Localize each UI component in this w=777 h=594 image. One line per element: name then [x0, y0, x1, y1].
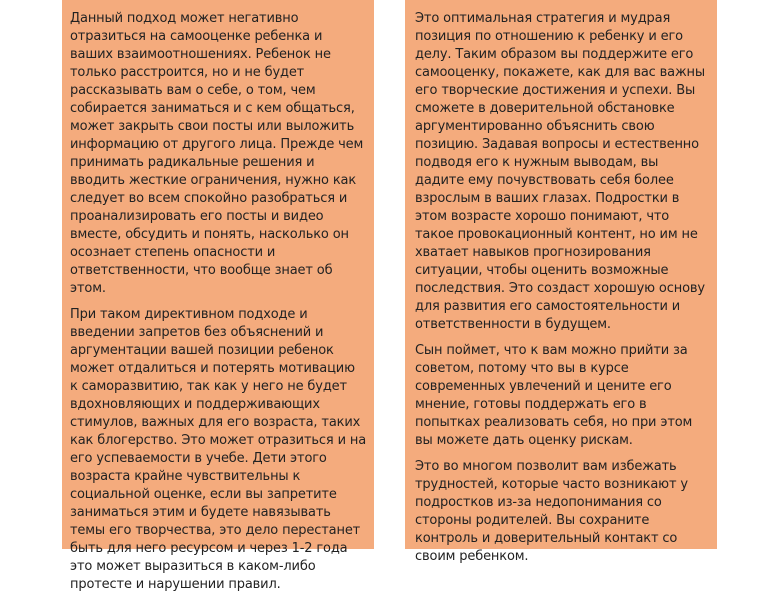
left-paragraph-2: При таком директивном подходе и введении запретов без объяснений и аргументации вашей позиции ребенок может отдалиться и потерять мотивацию к саморазвитию, так как у него не будет вдохновляющих и поддерживающих стимулов, важных для его возраста, таких как блогерство. Это может отразиться и на его успеваемости в учебе. Дети этого возраста крайне чувствительны к социальной оценке, если вы запретите заниматься этим и будете навязывать темы его творчества, это дело перестанет быть для него ресурсом и через 1-2 года это может выразиться в каком-либо протесте и нарушении правил.	[70, 307, 367, 592]
right-paragraph-1: Это оптимальная стратегия и мудрая позиция по отношению к ребенку и его делу. Таким образом вы поддержите его самооценку, покажете, как для вас важны его творческие достижения и успехи. Вы сможете в доверительной обстановке аргументированно объяснить свою позицию. Задавая вопросы и естественно подводя его к нужным выводам, вы дадите ему почувствовать себя более взрослым в ваших глазах. Подростки в этом возрасте хорошо понимают, что такое провокационный контент, но им не хватает навыков прогнозирования ситуации, чтобы оценить возможные последствия. Это создаст хорошую основу для развития его самостоятельности и ответственности в будущем.	[415, 11, 706, 332]
right-paragraph-2: Сын поймет, что к вам можно прийти за советом, потому что вы в курсе современных увлечений и цените его мнение, готовы поддержать его в попытках реализовать себя, но при этом вы можете дать оценку рискам.	[415, 343, 693, 448]
right-paragraph-3: Это во многом позволит вам избежать трудностей, которые часто возникают у подростков из-за недопонимания со стороны родителей. Вы сохраните контроль и доверительный контакт со своим ребенком.	[415, 459, 688, 564]
left-paragraph-1: Данный подход может негативно отразиться на самооценке ребенка и ваших взаимоотношениях. Ребенок не только расстроится, но и не будет рассказывать вам о себе, о том, чем собирается заниматься и с кем общаться, может закрыть свои посты или выложить информацию от другого лица. Прежде чем принимать радикальные решения и вводить жесткие ограничения, нужно как следует во всем спокойно разобраться и проанализировать его посты и видео вместе, обсудить и понять, насколько он осознает степень опасности и ответственности, что вообще знает об этом.	[70, 11, 364, 296]
left-text-panel	[62, 0, 374, 592]
right-text-panel	[405, 0, 717, 564]
